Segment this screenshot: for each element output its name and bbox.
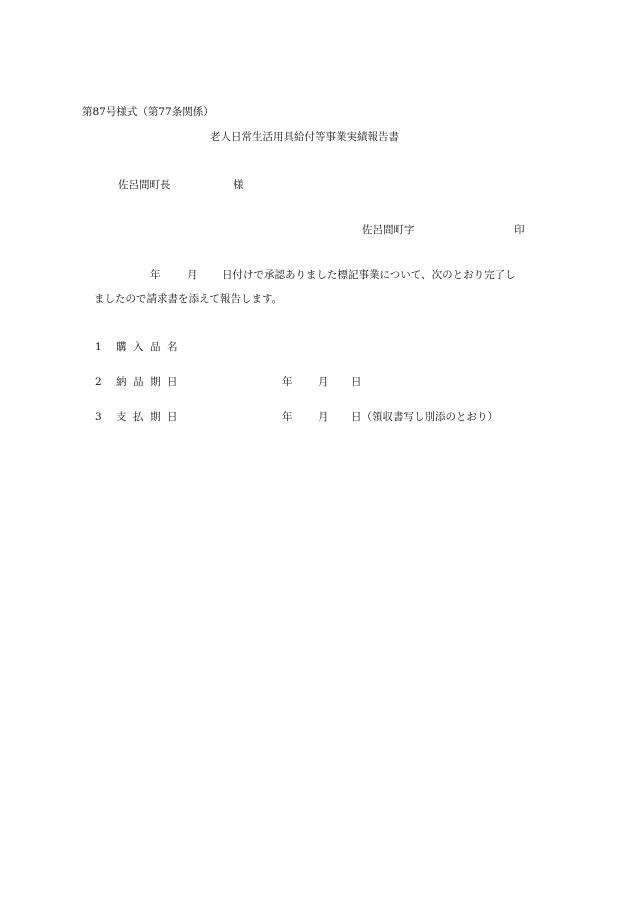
sender-address: 佐呂間町字 bbox=[362, 224, 415, 236]
approval-year-label: 年 bbox=[150, 269, 161, 281]
item-number: 2 bbox=[95, 376, 102, 388]
item-label-delivery-date: 納品期日 bbox=[116, 376, 184, 388]
delivery-day-label: 日 bbox=[351, 376, 362, 388]
item-number: 3 bbox=[95, 411, 102, 423]
delivery-year-label: 年 bbox=[282, 376, 293, 388]
addressee-honorific: 様 bbox=[233, 179, 244, 191]
payment-year-label: 年 bbox=[282, 411, 293, 423]
payment-day-label: 日（領収書写し別添のとおり） bbox=[351, 411, 498, 423]
delivery-month-label: 月 bbox=[318, 376, 329, 388]
seal-mark: 印 bbox=[514, 224, 525, 236]
item-label-payment-date: 支払期日 bbox=[116, 411, 184, 423]
payment-month-label: 月 bbox=[318, 411, 329, 423]
document-title: 老人日常生活用具給付等事業実績報告書 bbox=[210, 131, 399, 143]
approval-month-label: 月 bbox=[187, 269, 198, 281]
body-text-line-2: ましたので請求書を添えて報告します。 bbox=[94, 293, 283, 305]
form-number: 第87号様式（第77条関係） bbox=[82, 106, 214, 118]
addressee-name: 佐呂間町長 bbox=[118, 179, 171, 191]
body-text-line-1: 日付けで承認ありました標記事業について、次のとおり完了し bbox=[222, 269, 516, 281]
item-number: 1 bbox=[95, 341, 102, 353]
item-label-purchase-name: 購入品名 bbox=[116, 341, 184, 353]
